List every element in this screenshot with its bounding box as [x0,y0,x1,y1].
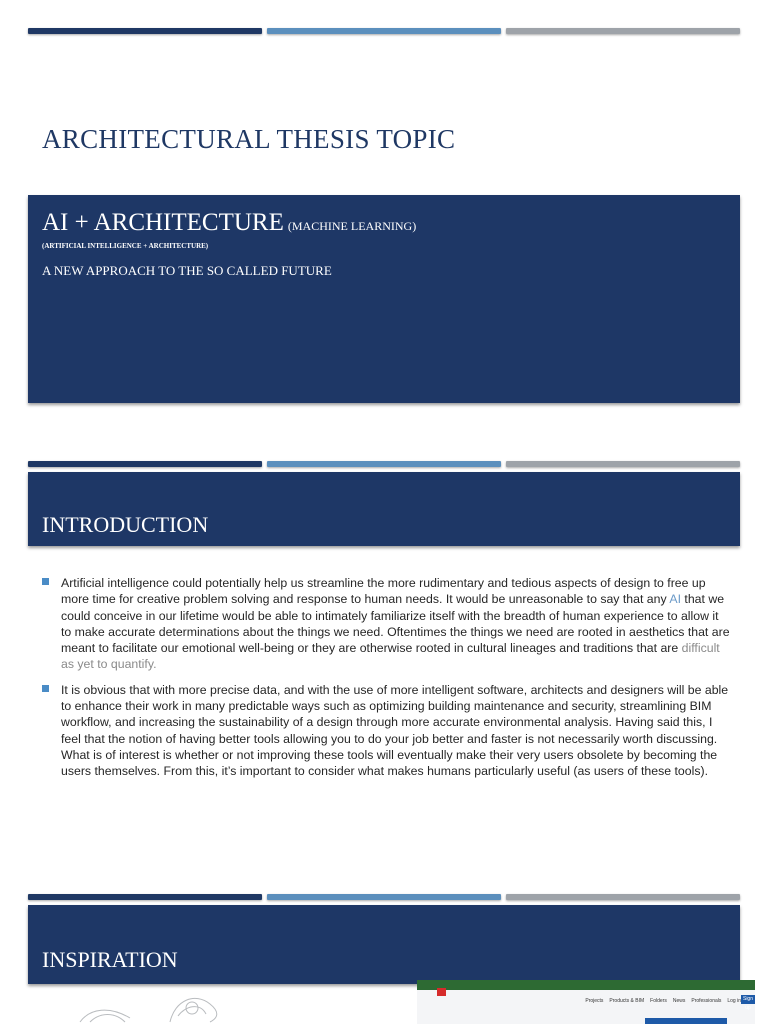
screenshot-nav-item: Projects [585,998,604,1004]
bullet-text: that we could conceive in our lifetime would be able to intimately familiarize itself with the breadth of human experience to allow it to make accurate determinations about the things we need. Oftentimes the things we need are rooted in aesthetics that are meant to facilitate our emotional well-being or they are otherwise rooted in cultural lineages and traditions that are [61,592,730,656]
screenshot-nav [585,998,741,1004]
slide1-title: ARCHITECTURAL THESIS TOPIC [42,124,456,154]
slide3-accent-bars [28,894,740,902]
accent-bar-blue [267,461,501,467]
slide3-title: INSPIRATION [42,947,178,972]
bullet-text: It is obvious that with more precise data, and with the use of more intelligent software, architects and designers will be able to enhance their work in many predictable ways such as optimizing building maintenance and security, streamlining BIM workflow, and increasing the sustainability of a design through more accurate environmental analysis. Having said this, I feel that the notion of having better tools allowing you to do your job better and faster is not necessarily worth discussing. What is of interest is whether or not improving these tools will eventually make their very users obsolete by becoming the users themselves. From this, it’s important to consider what makes humans particularly useful (as users of these tools). [61,682,729,779]
screenshot-red-badge [437,988,446,996]
accent-bar-grey [506,28,740,34]
bullet-highlight: AI [669,592,681,607]
accent-bar-blue [267,894,501,900]
screenshot-nav-item: News [672,998,686,1004]
accent-bar-grey [506,461,740,467]
panel-subnote: (ARTIFICIAL INTELLIGENCE + ARCHITECTURE) [42,242,209,250]
bullet-text: . [153,657,157,672]
slide3-title-panel [28,905,740,984]
bullet-muted-text: difficult as yet to quantify [61,641,720,672]
screenshot-topbar [417,980,755,990]
screenshot-nav-item: Products & BIM [609,998,645,1004]
slide2-title-panel [28,472,740,546]
accent-bar-grey [506,894,740,900]
slide1-accent-bars [28,28,740,36]
panel-heading-row [42,209,416,237]
website-screenshot [417,980,755,1024]
sketch-image [60,988,250,1024]
panel-tagline: A NEW APPROACH TO THE SO CALLED FUTURE [42,263,332,278]
slide2-accent-bars [28,461,740,469]
screenshot-signup-button: Sign up [742,996,753,1011]
screenshot-nav-item: Folders [650,998,667,1004]
screenshot-blue-strip [645,1018,727,1024]
list-item [42,575,732,673]
screenshot-nav-item: Log in [727,998,741,1004]
panel-heading: AI + ARCHITECTURE [42,209,284,236]
intro-bullet-list [42,575,732,789]
accent-bar-navy [28,28,262,34]
accent-bar-navy [28,894,262,900]
bullet-text: Artificial intelligence could potentially help us streamline the more rudimentary and tedious aspects of design to free up more time for creative problem solving and response to human needs. It would be unreasonable to say that any [61,576,706,607]
screenshot-nav-item: Professionals [691,998,722,1004]
accent-bar-blue [267,28,501,34]
bullet-square-icon [42,578,49,585]
slide2-title: INTRODUCTION [42,512,209,537]
panel-heading-note: (MACHINE LEARNING) [287,219,417,233]
accent-bar-navy [28,461,262,467]
list-item [42,682,732,780]
bullet-square-icon [42,685,49,692]
slide1-panel [28,195,740,403]
